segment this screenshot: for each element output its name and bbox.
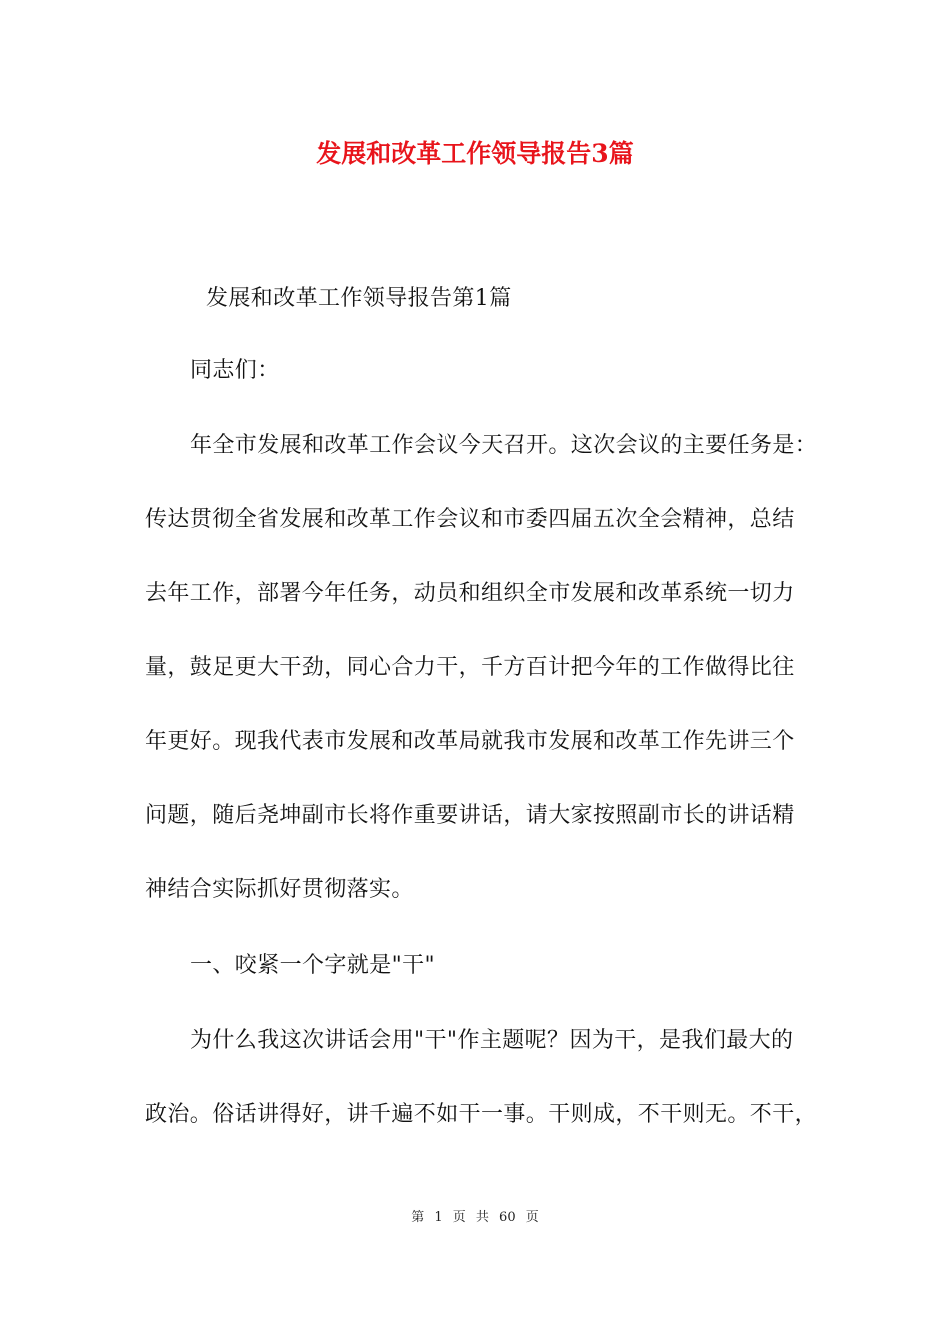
paragraph-line-1: 年全市发展和改革工作会议今天召开。这次会议的主要任务是： [190,433,818,458]
section-line-1: 为什么我这次讲话会用"干"作主题呢？因为干，是我们最大的 [190,1028,794,1053]
salutation: 同志们： [190,358,280,383]
report-subtitle: 发展和改革工作领导报告第1篇 [206,286,512,311]
section-heading: 一、咬紧一个字就是"干" [190,953,436,978]
page-number-footer: 第 1 页 共 60 页 [411,1210,539,1225]
paragraph-line-5: 年更好。现我代表市发展和改革局就我市发展和改革工作先讲三个 [145,729,795,754]
paragraph-line-7: 神结合实际抓好贯彻落实。 [145,877,414,902]
paragraph-line-2: 传达贯彻全省发展和改革工作会议和市委四届五次全会精神，总结 [145,507,795,532]
paragraph-line-4: 量，鼓足更大干劲，同心合力干，千方百计把今年的工作做得比往 [145,655,795,680]
document-title: 发展和改革工作领导报告3篇 [316,139,634,168]
paragraph-line-6: 问题，随后尧坤副市长将作重要讲话，请大家按照副市长的讲话精 [145,803,795,828]
paragraph-line-3: 去年工作，部署今年任务，动员和组织全市发展和改革系统一切力 [145,581,795,606]
section-line-2: 政治。俗话讲得好，讲千遍不如干一事。干则成，不干则无。不干， [145,1102,818,1127]
